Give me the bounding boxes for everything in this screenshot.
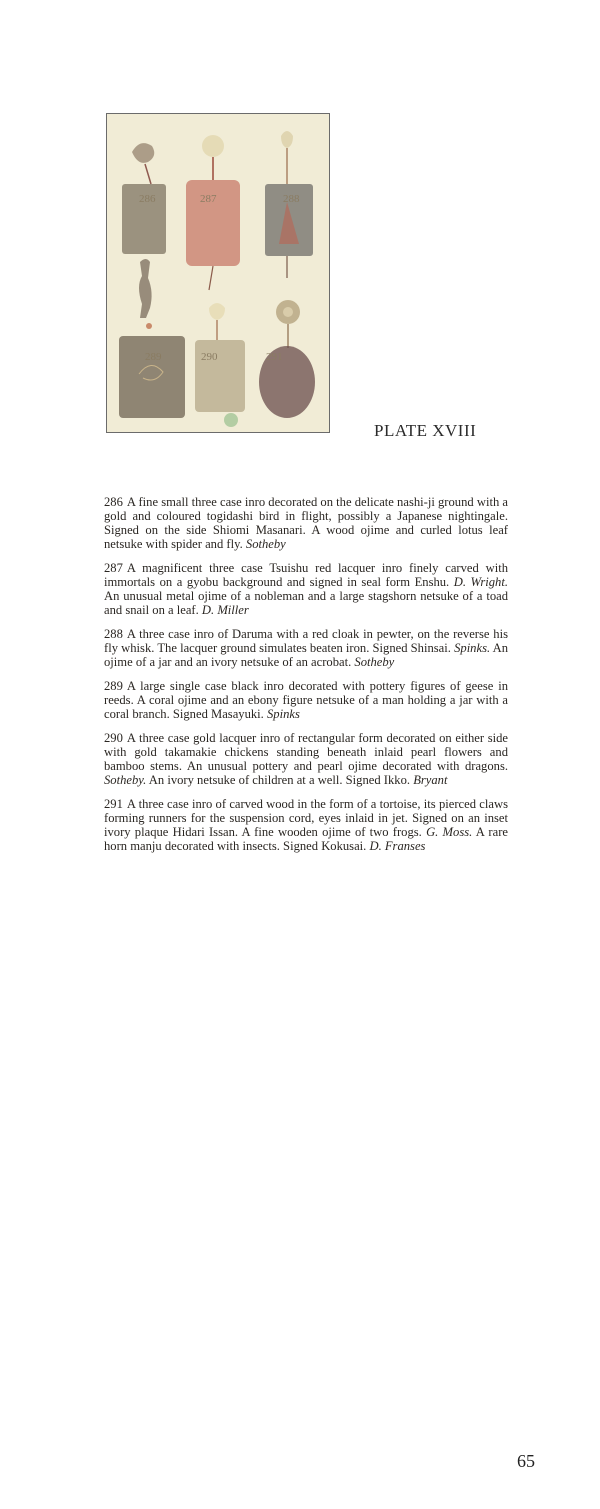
entry-source: Bryant [413,773,448,787]
entry-source: D. Franses [369,839,426,853]
entry-286 [104,495,508,551]
page-number: 65 [517,1451,535,1471]
entry-text: A three case inro of carved wood in the form of a tortoise, its pierced claws forming runners for the suspension cord, eyes inlaid in jet. Signed on an inset ivory plaque Hidari Issan. A fine wooden ojime of two frogs. [104,797,508,839]
entry-290 [104,731,508,787]
entry-number: 288 [104,627,123,641]
entry-291 [104,797,508,853]
entry-text: A fine small three case inro decorated on the delicate nashi-ji ground with a gold and coloured togidashi bird in flight, possibly a Japanese nightingale. Signed on the side Shiomi Masanari. A wood ojime and curled lotus leaf netsuke with spider and fly. [104,495,508,551]
label-289: 289 [145,351,162,363]
entry-288 [104,627,508,669]
entry-text: A magnificent three case Tsuishu red lacquer inro finely carved with immortals on a gyobu background and signed in seal form Enshu. [104,561,508,589]
entry-287 [104,561,508,617]
entry-source: Spinks. [454,641,491,655]
entry-source: D. Miller [201,603,249,617]
label-286: 286 [139,193,156,205]
plate-illustration [107,114,329,432]
label-287: 287 [200,193,217,205]
entry-number: 289 [104,679,123,693]
entry-text: An unusual metal ojime of a nobleman and a large stagshorn netsuke of a toad and snail on a leaf. [104,589,508,617]
entry-289 [104,679,508,721]
label-291: 291 [266,351,283,363]
entry-number: 291 [104,797,123,811]
entry-text: An ivory netsuke of children at a well. Signed Ikko. [146,773,414,787]
entry-source: Sotheby [354,655,395,669]
entry-source: Sotheby. [104,773,147,787]
label-288: 288 [283,193,300,205]
entry-number: 290 [104,731,123,745]
entry-text: An ojime of a jar and an ivory netsuke of an acrobat. [104,641,508,669]
label-290: 290 [201,351,218,363]
entry-text: A large single case black inro decorated with pottery figures of geese in reeds. A coral ojime and an ebony figure netsuke of a man holding a jar with a coral branch. Signed Masayuki. [104,679,508,721]
entry-number: 287 [104,561,123,575]
entry-source: Spinks [266,707,300,721]
entry-text: A rare horn manju decorated with insects. Signed Kokusai. [104,825,508,853]
catalogue-entries [104,495,508,863]
entry-source: Sotheby [245,537,286,551]
plate-image [106,113,330,433]
entry-text: A three case inro of Daruma with a red cloak in pewter, on the reverse his fly whisk. The lacquer ground simulates beaten iron. Signed Shinsai. [104,627,508,655]
plate-title: PLATE XVIII [374,421,477,440]
entry-number: 286 [104,495,123,509]
entry-source: G. Moss. [426,825,473,839]
entry-text: A three case gold lacquer inro of rectangular form decorated on either side with gold takamakie chickens standing beneath inlaid pearl flowers and bamboo stems. An unusual pottery and pearl ojime decorated with dragons. [104,731,508,773]
entry-source: D. Wright. [453,575,508,589]
